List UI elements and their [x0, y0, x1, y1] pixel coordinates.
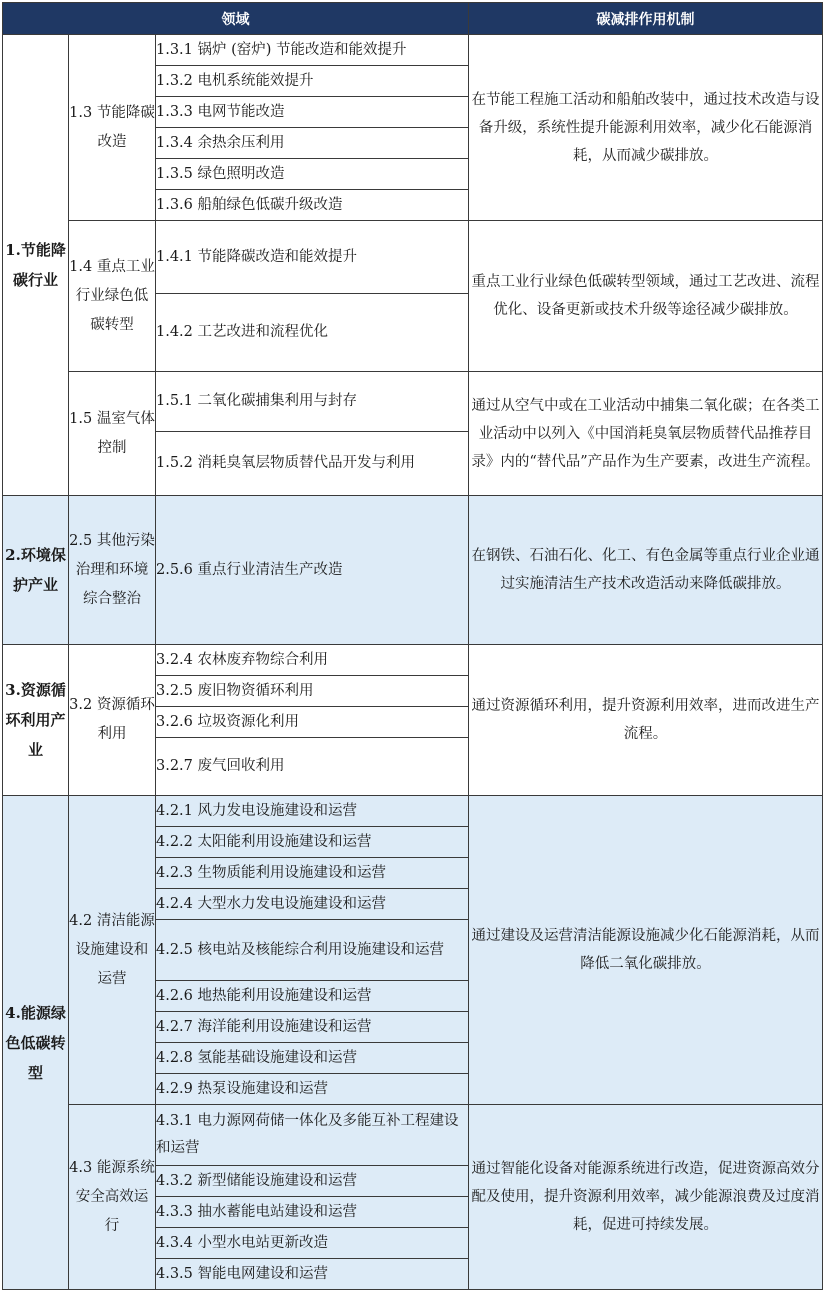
- item-cell: 1.5.2 消耗臭氧层物质替代品开发与利用: [156, 432, 469, 496]
- group-cell: 4.2 清洁能源设施建设和运营: [69, 796, 156, 1105]
- mechanism-cell: 通过从空气中或在工业活动中捕集二氧化碳；在各类工业活动中以列入《中国消耗臭氧层物质替代品推荐目录》内的“替代品”产品作为生产要素，改进生产流程。: [469, 372, 823, 496]
- emission-mechanism-table: [2, 2, 823, 1290]
- mechanism-cell: 重点工业行业绿色低碳转型领域，通过工艺改进、流程优化、设备更新或技术升级等途径减少碳排放。: [469, 221, 823, 372]
- item-cell: 1.4.2 工艺改进和流程优化: [156, 294, 469, 372]
- group-cell: 1.3 节能降碳改造: [69, 35, 156, 221]
- item-cell: 4.2.8 氢能基础设施建设和运营: [156, 1043, 469, 1074]
- section-cell: 3.资源循环利用产业: [3, 645, 69, 796]
- item-cell: 4.2.6 地热能利用设施建设和运营: [156, 981, 469, 1012]
- group-cell: 1.5 温室气体控制: [69, 372, 156, 496]
- item-cell: 1.3.4 余热余压利用: [156, 128, 469, 159]
- group-cell: 4.3 能源系统安全高效运行: [69, 1105, 156, 1290]
- header-mechanism: 碳减排作用机制: [469, 3, 823, 35]
- item-cell: 4.2.5 核电站及核能综合利用设施建设和运营: [156, 920, 469, 981]
- item-cell: 4.2.7 海洋能利用设施建设和运营: [156, 1012, 469, 1043]
- mechanism-cell: 在钢铁、石油石化、化工、有色金属等重点行业企业通过实施清洁生产技术改造活动来降低碳排放。: [469, 496, 823, 645]
- item-cell: 4.2.3 生物质能利用设施建设和运营: [156, 858, 469, 889]
- item-cell: 1.3.2 电机系统能效提升: [156, 66, 469, 97]
- group-cell: 1.4 重点工业行业绿色低碳转型: [69, 221, 156, 372]
- item-cell: 4.2.2 太阳能利用设施建设和运营: [156, 827, 469, 858]
- item-cell: 1.3.1 锅炉 (窑炉) 节能改造和能效提升: [156, 35, 469, 66]
- header-domain: 领域: [3, 3, 469, 35]
- item-cell: 3.2.6 垃圾资源化利用: [156, 707, 469, 738]
- section-cell: 4.能源绿色低碳转型: [3, 796, 69, 1290]
- group-cell: 2.5 其他污染治理和环境综合整治: [69, 496, 156, 645]
- item-cell: 4.3.4 小型水电站更新改造: [156, 1228, 469, 1259]
- item-cell: 4.2.9 热泵设施建设和运营: [156, 1074, 469, 1105]
- item-cell: 1.3.3 电网节能改造: [156, 97, 469, 128]
- mechanism-cell: 通过智能化设备对能源系统进行改造，促进资源高效分配及使用，提升资源利用效率，减少能源浪费及过度消耗，促进可持续发展。: [469, 1105, 823, 1290]
- item-cell: 1.4.1 节能降碳改造和能效提升: [156, 221, 469, 294]
- item-cell: 3.2.7 废气回收利用: [156, 738, 469, 796]
- section-cell: 2.环境保护产业: [3, 496, 69, 645]
- item-cell: 2.5.6 重点行业清洁生产改造: [156, 496, 469, 645]
- item-cell: 4.3.1 电力源网荷储一体化及多能互补工程建设和运营: [156, 1105, 469, 1166]
- mechanism-cell: 通过建设及运营清洁能源设施减少化石能源消耗，从而降低二氧化碳排放。: [469, 796, 823, 1105]
- item-cell: 4.3.5 智能电网建设和运营: [156, 1259, 469, 1290]
- item-cell: 1.3.6 船舶绿色低碳升级改造: [156, 190, 469, 221]
- item-cell: 4.3.2 新型储能设施建设和运营: [156, 1166, 469, 1197]
- item-cell: 4.2.4 大型水力发电设施建设和运营: [156, 889, 469, 920]
- header-row: [3, 3, 823, 35]
- group-cell: 3.2 资源循环利用: [69, 645, 156, 796]
- mechanism-cell: 通过资源循环利用，提升资源利用效率，进而改进生产流程。: [469, 645, 823, 796]
- item-cell: 1.3.5 绿色照明改造: [156, 159, 469, 190]
- item-cell: 1.5.1 二氧化碳捕集利用与封存: [156, 372, 469, 432]
- item-cell: 3.2.4 农林废弃物综合利用: [156, 645, 469, 676]
- mechanism-cell: 在节能工程施工活动和船舶改装中，通过技术改造与设备升级，系统性提升能源利用效率，减少化石能源消耗，从而减少碳排放。: [469, 35, 823, 221]
- item-cell: 4.2.1 风力发电设施建设和运营: [156, 796, 469, 827]
- item-cell: 4.3.3 抽水蓄能电站建设和运营: [156, 1197, 469, 1228]
- section-cell: 1.节能降碳行业: [3, 35, 69, 496]
- item-cell: 3.2.5 废旧物资循环利用: [156, 676, 469, 707]
